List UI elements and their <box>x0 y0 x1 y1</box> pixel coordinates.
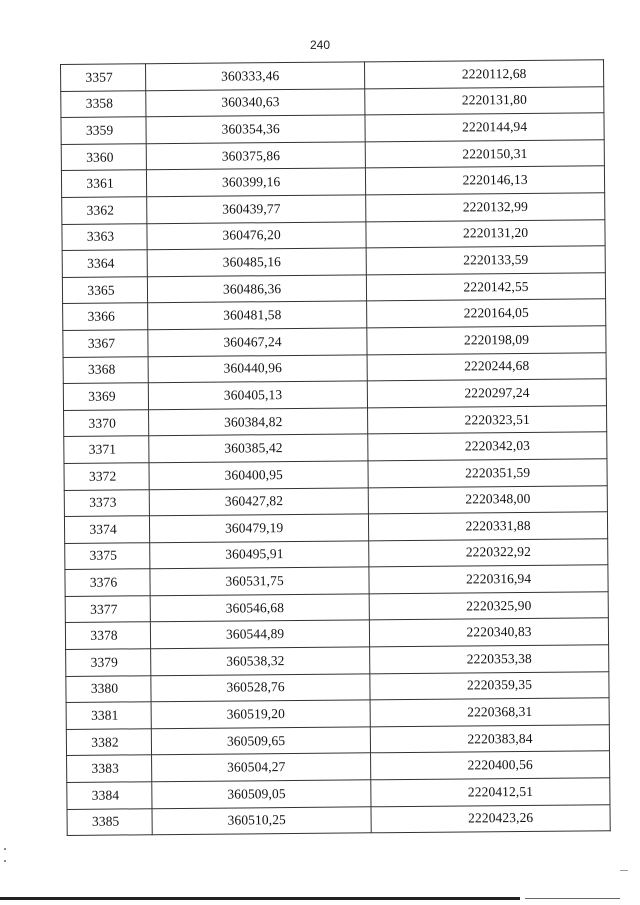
x-coordinate-cell: 360531,75 <box>150 567 369 596</box>
y-coordinate-cell: 2220342,03 <box>368 432 607 461</box>
point-number-cell: 3373 <box>64 489 149 516</box>
y-coordinate-cell: 2220131,20 <box>366 219 605 248</box>
bottom-scan-border-thin <box>525 898 620 899</box>
point-number-cell: 3378 <box>65 622 150 649</box>
point-number-cell: 3364 <box>62 250 147 277</box>
y-coordinate-cell: 2220348,00 <box>368 485 607 514</box>
x-coordinate-cell: 360439,77 <box>147 195 366 224</box>
x-coordinate-cell: 360509,65 <box>151 727 370 756</box>
scan-speck <box>4 860 6 862</box>
scan-speck <box>4 848 6 850</box>
point-number-cell: 3385 <box>67 808 152 835</box>
point-number-cell: 3376 <box>65 569 150 596</box>
y-coordinate-cell: 2220340,83 <box>370 618 609 647</box>
page-number: 240 <box>309 38 331 52</box>
point-number-cell: 3363 <box>62 223 147 250</box>
y-coordinate-cell: 2220383,84 <box>370 725 609 754</box>
y-coordinate-cell: 2220400,56 <box>371 751 610 780</box>
point-number-cell: 3358 <box>61 90 146 117</box>
x-coordinate-cell: 360495,91 <box>150 541 369 570</box>
y-coordinate-cell: 2220353,38 <box>370 645 609 674</box>
point-number-cell: 3375 <box>65 542 150 569</box>
point-number-cell: 3380 <box>66 675 151 702</box>
x-coordinate-cell: 360509,05 <box>152 780 371 809</box>
y-coordinate-cell: 2220244,68 <box>367 352 606 381</box>
bottom-scan-border <box>0 897 520 900</box>
point-number-cell: 3370 <box>64 409 149 436</box>
y-coordinate-cell: 2220198,09 <box>367 326 606 355</box>
x-coordinate-cell: 360354,36 <box>146 115 365 144</box>
y-coordinate-cell: 2220412,51 <box>371 778 610 807</box>
x-coordinate-cell: 360485,16 <box>147 248 366 277</box>
x-coordinate-cell: 360399,16 <box>147 168 366 197</box>
scan-speck <box>620 870 628 871</box>
x-coordinate-cell: 360405,13 <box>148 381 367 410</box>
point-number-cell: 3367 <box>63 330 148 357</box>
y-coordinate-cell: 2220142,55 <box>367 272 606 301</box>
point-number-cell: 3381 <box>66 702 151 729</box>
table-row <box>67 804 610 835</box>
y-coordinate-cell: 2220133,59 <box>366 246 605 275</box>
x-coordinate-cell: 360544,89 <box>150 620 369 649</box>
x-coordinate-cell: 360481,58 <box>148 301 367 330</box>
point-number-cell: 3383 <box>67 755 152 782</box>
point-number-cell: 3382 <box>66 729 151 756</box>
x-coordinate-cell: 360504,27 <box>152 753 371 782</box>
y-coordinate-cell: 2220322,92 <box>369 538 608 567</box>
y-coordinate-cell: 2220359,35 <box>370 671 609 700</box>
x-coordinate-cell: 360384,82 <box>149 408 368 437</box>
x-coordinate-cell: 360538,32 <box>151 647 370 676</box>
point-number-cell: 3368 <box>63 356 148 383</box>
point-number-cell: 3372 <box>64 463 149 490</box>
point-number-cell: 3361 <box>61 170 146 197</box>
point-number-cell: 3359 <box>61 117 146 144</box>
point-number-cell: 3384 <box>67 782 152 809</box>
x-coordinate-cell: 360400,95 <box>149 461 368 490</box>
y-coordinate-cell: 2220316,94 <box>369 565 608 594</box>
point-number-cell: 3371 <box>64 436 149 463</box>
x-coordinate-cell: 360479,19 <box>150 514 369 543</box>
x-coordinate-cell: 360333,46 <box>146 62 365 91</box>
x-coordinate-cell: 360486,36 <box>147 275 366 304</box>
y-coordinate-cell: 2220112,68 <box>365 60 604 89</box>
point-number-cell: 3374 <box>64 516 149 543</box>
coordinates-table <box>60 59 611 836</box>
x-coordinate-cell: 360528,76 <box>151 673 370 702</box>
point-number-cell: 3357 <box>61 64 146 91</box>
x-coordinate-cell: 360375,86 <box>146 142 365 171</box>
y-coordinate-cell: 2220131,80 <box>365 86 604 115</box>
y-coordinate-cell: 2220323,51 <box>368 405 607 434</box>
x-coordinate-cell: 360476,20 <box>147 221 366 250</box>
x-coordinate-cell: 360519,20 <box>151 700 370 729</box>
point-number-cell: 3369 <box>63 383 148 410</box>
y-coordinate-cell: 2220132,99 <box>366 193 605 222</box>
y-coordinate-cell: 2220146,13 <box>366 166 605 195</box>
x-coordinate-cell: 360440,96 <box>148 354 367 383</box>
x-coordinate-cell: 360510,25 <box>152 806 371 835</box>
x-coordinate-cell: 360427,82 <box>149 487 368 516</box>
point-number-cell: 3365 <box>62 276 147 303</box>
y-coordinate-cell: 2220164,05 <box>367 299 606 328</box>
y-coordinate-cell: 2220144,94 <box>365 113 604 142</box>
point-number-cell: 3377 <box>65 596 150 623</box>
coordinates-table-body <box>61 60 611 836</box>
point-number-cell: 3366 <box>63 303 148 330</box>
x-coordinate-cell: 360385,42 <box>149 434 368 463</box>
y-coordinate-cell: 2220351,59 <box>368 459 607 488</box>
x-coordinate-cell: 360546,68 <box>150 594 369 623</box>
point-number-cell: 3379 <box>66 649 151 676</box>
point-number-cell: 3362 <box>62 197 147 224</box>
y-coordinate-cell: 2220297,24 <box>367 379 606 408</box>
y-coordinate-cell: 2220368,31 <box>370 698 609 727</box>
x-coordinate-cell: 360340,63 <box>146 88 365 117</box>
y-coordinate-cell: 2220331,88 <box>369 512 608 541</box>
point-number-cell: 3360 <box>61 144 146 171</box>
y-coordinate-cell: 2220423,26 <box>371 804 610 833</box>
y-coordinate-cell: 2220150,31 <box>365 140 604 169</box>
x-coordinate-cell: 360467,24 <box>148 328 367 357</box>
y-coordinate-cell: 2220325,90 <box>369 592 608 621</box>
